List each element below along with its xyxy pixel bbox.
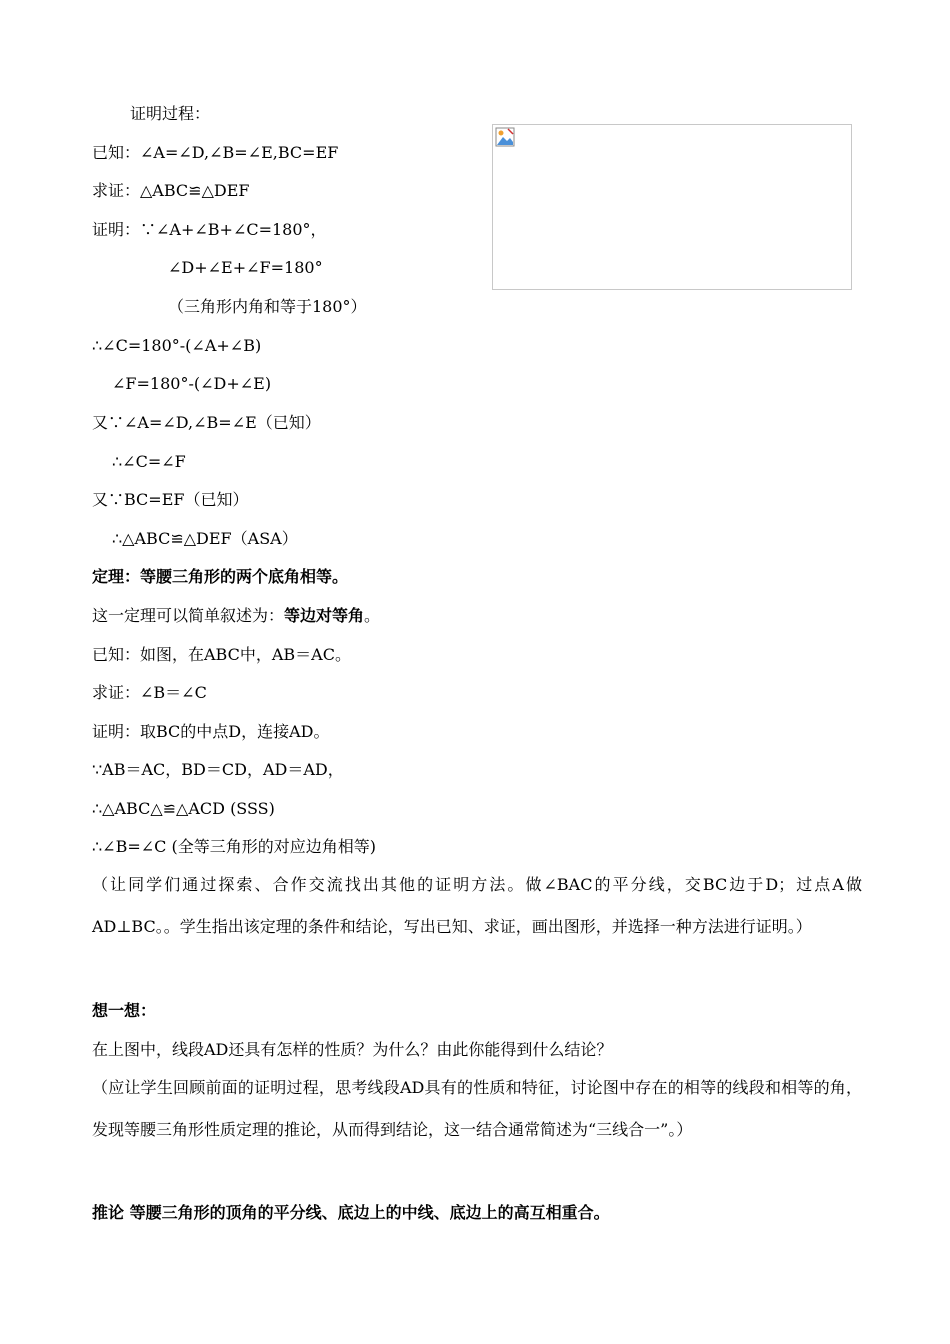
prove-line-1: 求证：△ABC≌△DEF <box>92 181 250 200</box>
proof-line-10: ∵AB＝AC，BD＝CD，AD＝AD， <box>92 760 344 779</box>
proof-line-8: 又∵BC=EF（已知） <box>92 490 249 509</box>
proof-line-7: ∴∠C=∠F <box>112 452 186 471</box>
proof-line-2: ∠D+∠E+∠F=180° <box>168 258 323 277</box>
corollary-statement: 推论 等腰三角形的顶角的平分线、底边上的中线、底边上的高互相重合。 <box>92 1203 610 1222</box>
broken-image-icon <box>495 127 515 147</box>
proof-line-6: 又∵∠A=∠D,∠B=∠E（已知） <box>92 413 321 432</box>
theorem-summary-end: 。 <box>364 606 381 625</box>
teaching-note-1: （让同学们通过探索、合作交流找出其他的证明方法。做∠BAC的平分线，交BC边于D；过点A做AD⊥BC。。学生指出该定理的条件和结论，写出已知、求证，画出图形，并选择一种方法进行证明。） <box>92 875 862 936</box>
proof-conclusion-2: ∴∠B=∠C (全等三角形的对应边角相等) <box>92 837 376 856</box>
proof-process-heading: 证明过程： <box>130 104 211 123</box>
proof-line-3: （三角形内角和等于180°） <box>168 297 367 316</box>
proof-line-5: ∠F=180°-(∠D+∠E) <box>112 374 272 393</box>
theorem-summary-key: 等边对等角 <box>284 606 365 625</box>
theorem-summary <box>92 605 380 627</box>
given-line-2: 已知：如图，在ABC中，AB＝AC。 <box>92 645 351 664</box>
proof-line-4: ∴∠C=180°-(∠A+∠B) <box>92 336 262 355</box>
proof-line-9: 证明：取BC的中点D，连接AD。 <box>92 722 330 741</box>
think-question: 在上图中，线段AD还具有怎样的性质？为什么？由此你能得到什么结论？ <box>92 1040 613 1059</box>
teaching-note-2: （应让学生回顾前面的证明过程，思考线段AD具有的性质和特征，讨论图中存在的相等的线段和相等的角，发现等腰三角形性质定理的推论，从而得到结论，这一结合通常简述为“三线合一”。） <box>92 1078 862 1139</box>
figure-image-placeholder <box>492 124 852 290</box>
proof-line-11: ∴△ABC△≌△ACD (SSS) <box>92 799 275 818</box>
prove-line-2: 求证：∠B＝∠C <box>92 683 207 702</box>
proof-conclusion-1: ∴△ABC≌△DEF（ASA） <box>112 529 298 548</box>
think-heading: 想一想： <box>92 1001 157 1020</box>
given-line-1: 已知：∠A=∠D,∠B=∠E,BC=EF <box>92 143 339 162</box>
theorem-summary-text: 这一定理可以简单叙述为： <box>92 606 285 625</box>
theorem-statement: 定理：等腰三角形的两个底角相等。 <box>92 567 349 586</box>
proof-line-1: 证明：∵∠A+∠B+∠C=180°， <box>92 220 327 239</box>
